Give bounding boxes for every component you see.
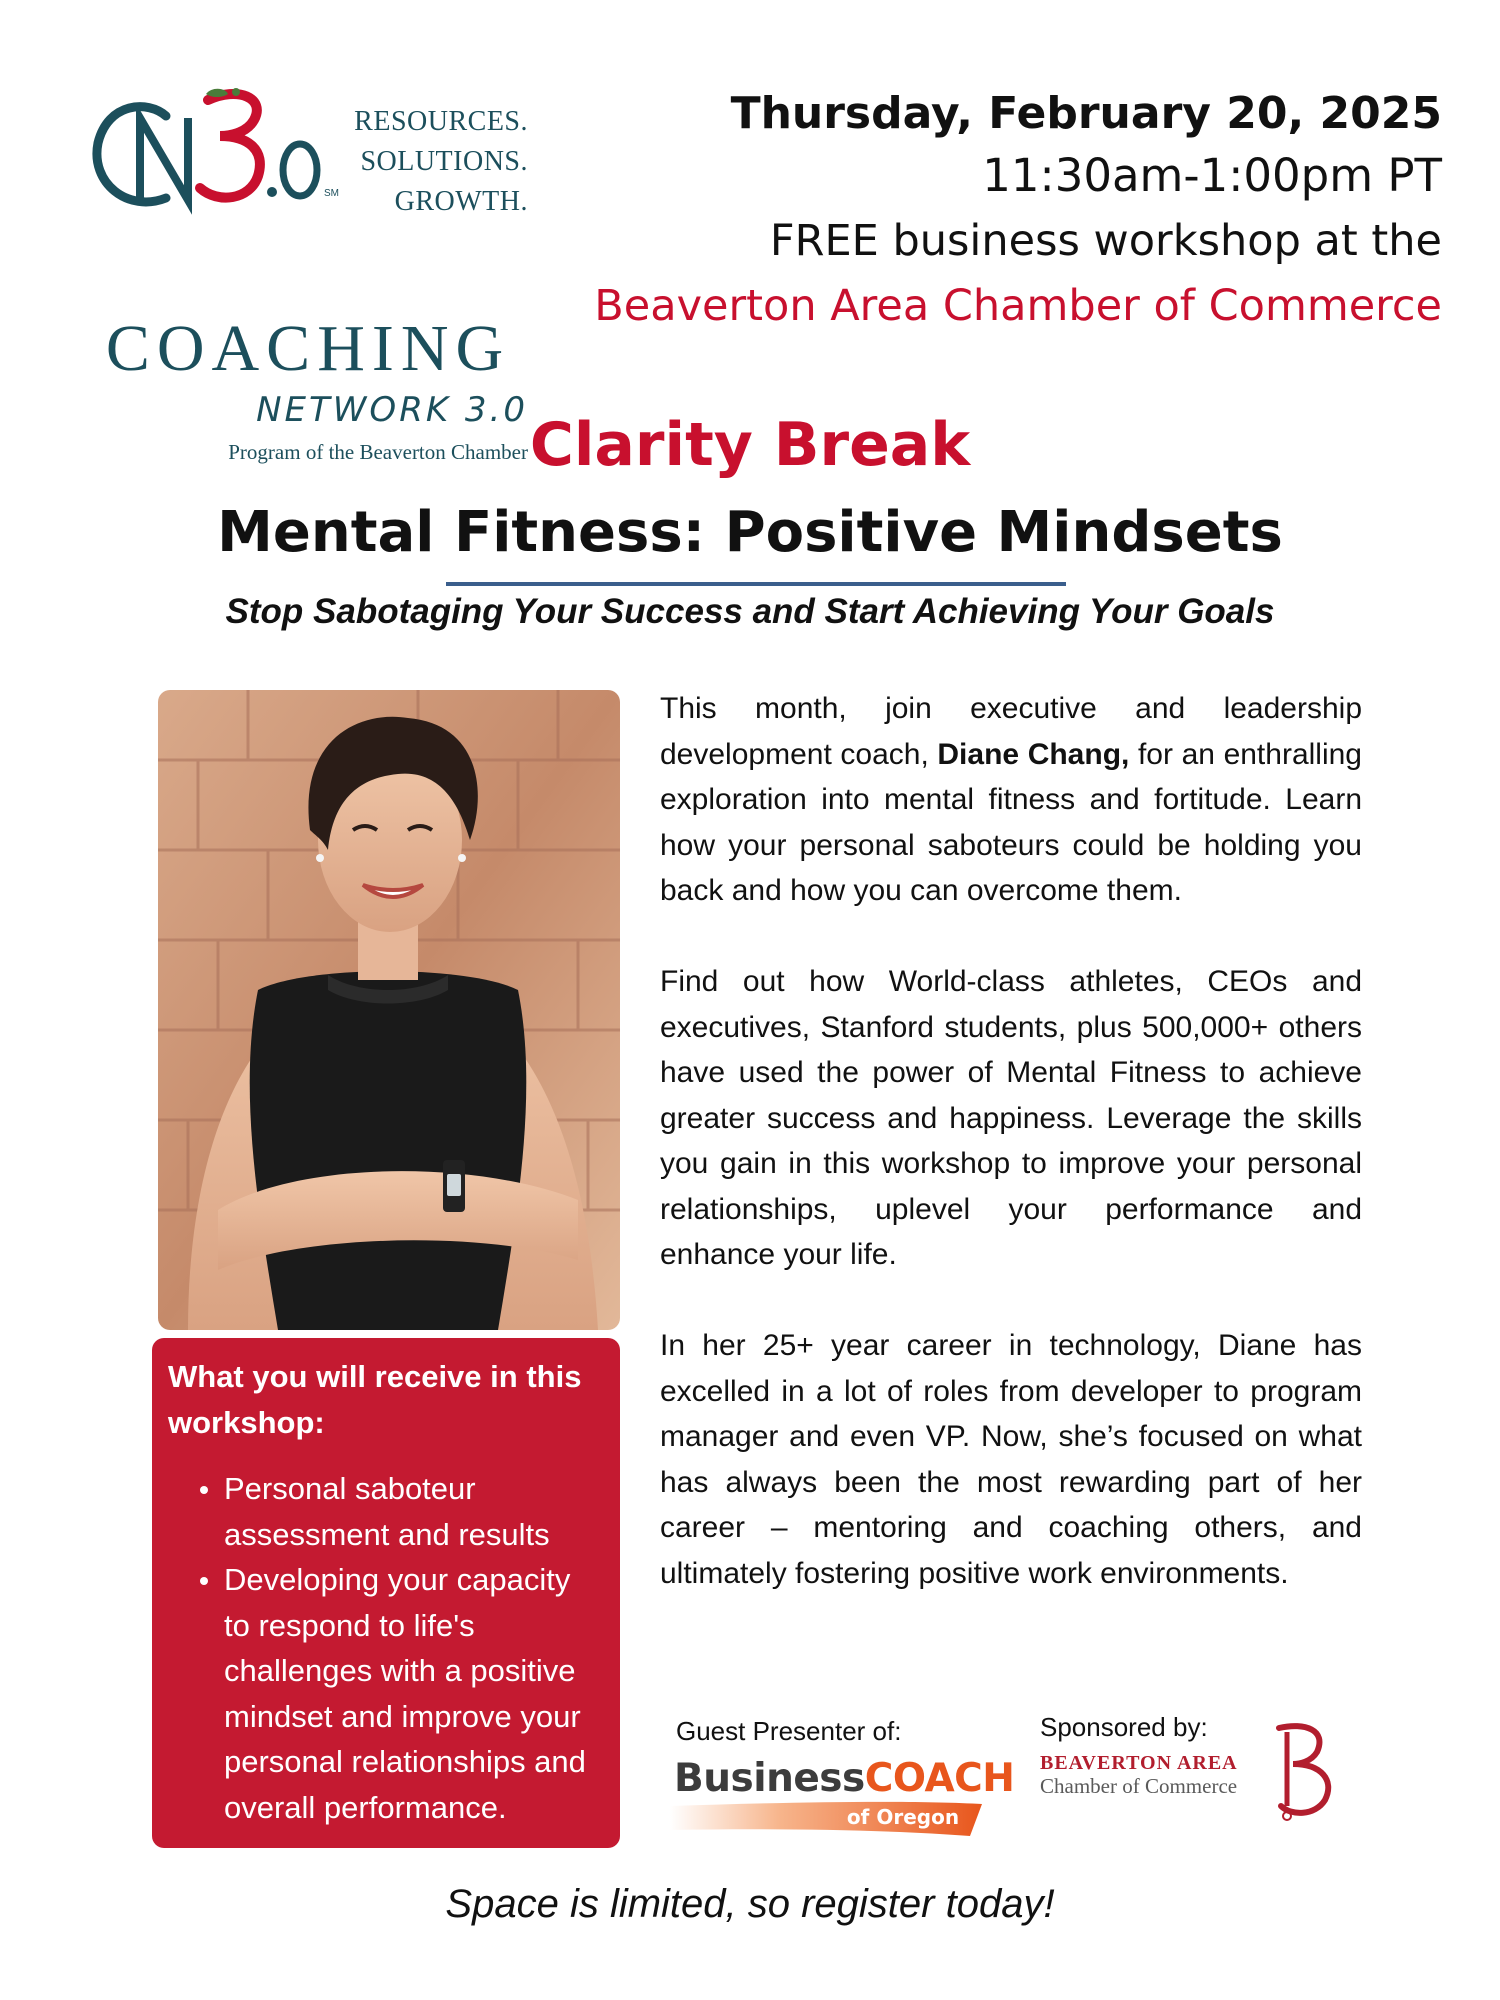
event-info — [594, 86, 1442, 340]
presenter-name: Diane Chang, — [937, 737, 1130, 771]
title-divider — [446, 582, 1066, 586]
beaverton-chamber-logo — [1040, 1722, 1340, 1822]
benefits-heading: What you will receive in this workshop: — [168, 1359, 582, 1440]
chamber-b-icon — [1265, 1722, 1340, 1822]
sponsored-by-label: Sponsored by: — [1040, 1712, 1208, 1742]
call-to-action: Space is limited, so register today! — [445, 1882, 1055, 1926]
bullet-icon — [200, 1577, 208, 1585]
guest-presenter-label: Guest Presenter of: — [676, 1716, 902, 1746]
workshop-description — [660, 686, 1362, 1642]
presenter-photo — [158, 690, 620, 1330]
business-coach-logo — [670, 1750, 1015, 1840]
wordmark-business: Business — [674, 1756, 865, 1801]
tagline-resources: RESOURCES. — [354, 106, 528, 137]
event-time: 11:30am-1:00pm PT — [982, 149, 1442, 202]
list-item — [168, 1557, 604, 1830]
headline-subtitle: Stop Sabotaging Your Success and Start Achieving Your Goals — [225, 592, 1275, 631]
chamber-logo-line1: BEAVERTON AREA — [1040, 1752, 1238, 1774]
wordmark-coach: COACH — [864, 1756, 1015, 1801]
cn30-monogram-icon — [88, 88, 358, 218]
chamber-logo-line2: Chamber of Commerce — [1040, 1774, 1238, 1798]
logo-name: COACHING — [105, 312, 511, 385]
list-item — [168, 1466, 604, 1557]
wordmark-of-oregon: of Oregon — [846, 1805, 960, 1829]
paragraph-benefits: Find out how World-class athletes, CEOs and executives, Stanford students, plus 500,000+ others have used the power of Mental Fitness to achieve greater success and happiness. Leverage the skills you gain in this workshop to improve your personal relationships, uplevel your performance and enhance your life. — [660, 965, 1362, 1271]
paragraph-intro — [660, 686, 1362, 914]
intro-text: This month, join executive and leadership development coach, — [660, 692, 1362, 771]
headline-title: Mental Fitness: Positive Mindsets — [217, 500, 1283, 565]
logo-program: Program of the Beaverton Chamber — [228, 440, 528, 464]
coaching-network-logo — [88, 88, 528, 464]
intro-text-cont: for an enthralling exploration into mental fitness and fortitude. Learn how your personal saboteurs could be holding you back and how you can overcome them. — [660, 737, 1362, 907]
headline-kicker: Clarity Break — [529, 410, 971, 480]
logo-subname: NETWORK 3.0 — [256, 390, 528, 430]
event-description: FREE business workshop at the — [769, 216, 1442, 266]
benefits-list — [168, 1466, 604, 1830]
benefit-text: Personal saboteur assessment and results — [224, 1471, 550, 1552]
benefit-text: Developing your capacity to respond to life's challenges with a positive mindset and improve your personal relationships and overall performance. — [224, 1562, 586, 1825]
event-venue: Beaverton Area Chamber of Commerce — [594, 281, 1442, 331]
workshop-benefits-box — [152, 1338, 620, 1848]
paragraph-bio: In her 25+ year career in technology, Diane has excelled in a lot of roles from developer to program manager and even VP. Now, she’s focused on what has always been the most rewarding part of her career – mentoring and coaching others, and ultimately fostering positive work environments. — [660, 1329, 1362, 1590]
svg-text:SM: SM — [324, 188, 339, 199]
bullet-icon — [200, 1486, 208, 1494]
business-coach-wordmark — [674, 1756, 1014, 1801]
logo-tagline — [354, 102, 528, 222]
tagline-solutions: SOLUTIONS. — [360, 146, 528, 177]
event-date: Thursday, February 20, 2025 — [730, 88, 1442, 139]
tagline-growth: GROWTH. — [394, 186, 528, 217]
